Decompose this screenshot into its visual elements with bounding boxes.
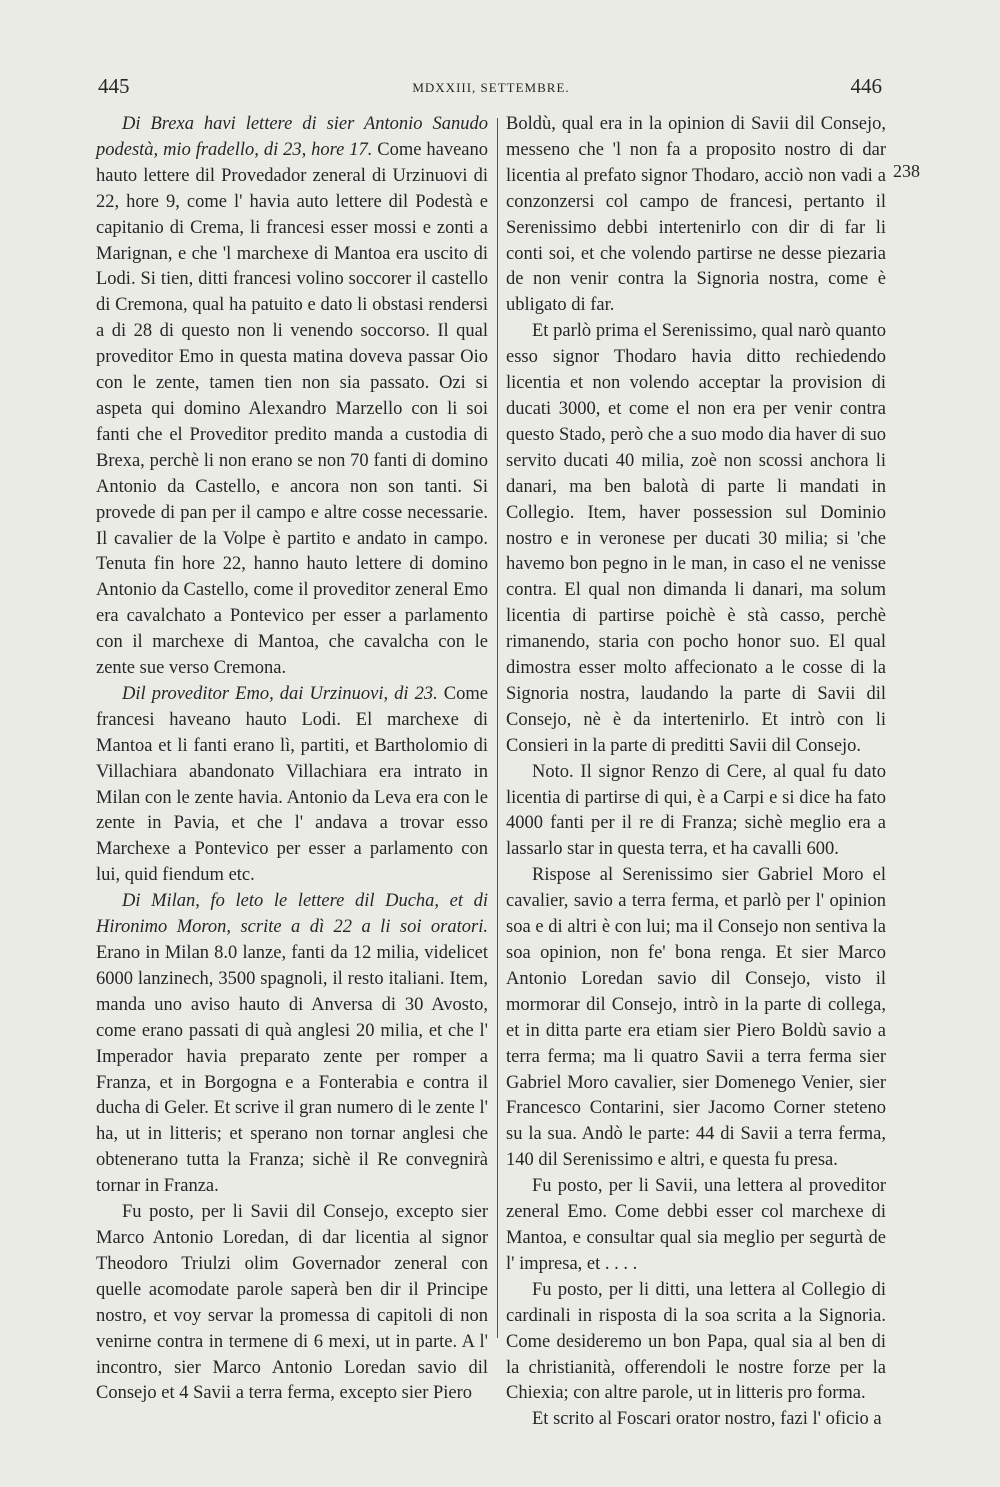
paragraph: Fu posto, per li Savii, una lettera al proveditor zeneral Emo. Come debbi esser col marchexe di Mantoa, e consultar qual sia meglio per segurtà de l' impresa, et . . . . [506,1176,886,1274]
page-number-right: 446 [850,74,882,98]
page-number-left: 445 [98,74,130,98]
paragraph: Et scrito al Foscari orator nostro, fazi l' oficio a [532,1409,882,1430]
paragraph-heading: Dil proveditor Emo, dai Urzinuovi, di 23. [122,683,438,704]
column-rule [497,118,498,1338]
paragraph [96,682,488,889]
paragraph: Fu posto, per li ditti, una lettera al Collegio di cardinali in risposta di la soa scrita a la Signoria. Come desideremo un bon Papa, qual sia al ben di la christianità, offerendoli le nostre forze per la Chiexia; con altre parole, ut in litteris pro forma. [506,1279,886,1404]
paragraph: Fu posto, per li Savii dil Consejo, excepto sier Marco Antonio Loredan, di dar licentia al signor Theodoro Triulzi olim Governador zeneral con quelle acomodate parole saperà ben dir il Principe nostro, et voy servar la promessa di capitoli di non venirne contra in termene di 6 mexi, ut in parte. A l' incontro, sier Marco Antonio Loredan savio dil Consejo et 4 Savii a terra ferma, excepto sier Piero [96,1202,488,1404]
running-title: MDXXIII, SETTEMBRE. [412,80,570,95]
paragraph: Et parlò prima el Serenissimo, qual narò quanto esso signor Thodaro havia ditto rechiedendo licentia et non volendo acceptar la provision di ducati 3000, et come el non era per venir contra questo Stado, però che a suo modo dia haver di suo servito ducati 40 milia, zoè non scossi anchora li danari, ma ben balotà di parte li mandati in Collegio. Item, haver possession sul Dominio nostro e in veronese per ducati 30 milia; si 'che havemo bon pegno in le man, in caso el ne venisse contra. El qual non dimanda li danari, ma solum licentia di partirse poichè è stà casso, perchè rimanendo, staria con pocho honor suo. El qual dimostra esser molto affecionato a le cosse di la Signoria nostra, laudando la parte di Savii dil Consejo, nè è da intertenirlo. Et intrò con li Consieri in la parte di preditti Savii dil Consejo. [506,321,886,756]
margin-note: 238 [893,161,920,181]
right-column [506,112,886,1433]
paragraph [96,112,488,682]
paragraph: Rispose al Serenissimo sier Gabriel Moro el cavalier, savio a terra ferma, et parlò per l' opinion soa e di altri è con lui; ma il Consejo non sentiva la soa opinion, non fe' bona renga. Et sier Marco Antonio Loredan savio dil Consejo, visto il mormorar dil Consejo, intrò in la parte di collega, et in ditta parte era etiam sier Piero Boldù savio a terra ferma; ma li quatro Savii a terra ferma sier Gabriel Moro cavalier, sier Domenego Venier, sier Francesco Contarini, sier Jacomo Corner steteno su la sua. Andò le parte: 44 di Savii a terra ferma, 140 dil Serenissimo e altri, e questa fu presa. [506,865,886,1171]
paragraph: Boldù, qual era in la opinion di Savii dil Consejo, messeno che 'l non fa a proposito nostro di dar licentia al prefato signor Thodaro, acciò non vadi a conzonzersi col campo de francesi, pertanto il Serenissimo debbi intertenirlo con dir di far li conti soi, et che volendo partirse ne desse piezaria de non venir contra la Signoria nostra, come è ubligato di far. [506,114,886,316]
left-column [96,112,488,1407]
paragraph-text: Erano in Milan 8.0 lanze, fanti da 12 milia, videlicet 6000 lanzinech, 3500 spagnoli, il resto italiani. Item, manda uno aviso hauto di Anversa di 30 Avosto, come erano passati di quà anglesi 20 milia, et che l' Imperador havia preparato zente per romper a Franza, et in Borgogna e a Fonterabia e contra il ducha di Geler. Et scrive il gran numero di le zente l' ha, ut in litteris; et sperano non tornar anglesi che obtenerano tutta la Franza; sichè il Re convegnirà tornar in Franza. [96,943,488,1197]
paragraph-heading: Di Brexa havi lettere di sier Antonio Sanudo podestà, mio fradello, di 23, hore 17. [96,114,488,160]
paragraph-heading: Di Milan, fo leto le lettere dil Ducha, et di Hironimo Moron, scrite a dì 22 a li soi oratori. [96,891,488,938]
paragraph-text: Come haveano hauto lettere dil Provedador zeneral di Urzinuovi di 22, hore 9, come l' havia auto lettere dil Podestà e capitanio di Crema, li francesi esser mossi e zonti a Marignan, e che 'l marchexe di Mantoa era uscito di Lodi. Si tien, ditti francesi volino soccorer il castello di Cremona, qual ha patuito e dato li obstasi rendersi a di 28 di questo non li venendo soccorso. Il qual proveditor Emo in questa matina doveva passar Oio con le zente, tamen tien non sia passato. Ozi si aspeta qui domino Alexandro Marzello con li soi fanti che el Proveditor predito manda a custodia di Brexa, perchè li non erano se non 70 fanti di domino Antonio da Castello, e ancora non son tanti. Si provede di pan per il campo e altre cosse necessarie. Il cavalier de la Volpe è partito e andato in campo. Tenuta fin hore 22, hanno hauto lettere di domino Antonio da Castello, come il proveditor zeneral Emo era cavalchato a Pontevico per esser a parlamento con il marchexe di Mantoa, che cavalcha con le zente sue verso Cremona. [96,139,489,679]
paragraph-text: Come francesi haveano hauto Lodi. El marchexe di Mantoa et li fanti erano lì, partiti, et Bartholomio di Villachiara abandonato Villachiara era intrato in Milan con le zente havia. Antonio da Leva era con le zente in Pavia, et che l' andava a trovar esso Marchexe a Pontevico per esser a parlamento con lui, quid fiendum etc. [96,683,488,886]
paragraph [96,889,488,1200]
paragraph: Noto. Il signor Renzo di Cere, al qual fu dato licentia di partirse di qui, è a Carpi e si dice ha fato 4000 fanti per il re di Franza; sichè meglio era a lassarlo star in questa terra, et ha cavalli 600. [506,761,886,860]
page-header [96,74,886,104]
